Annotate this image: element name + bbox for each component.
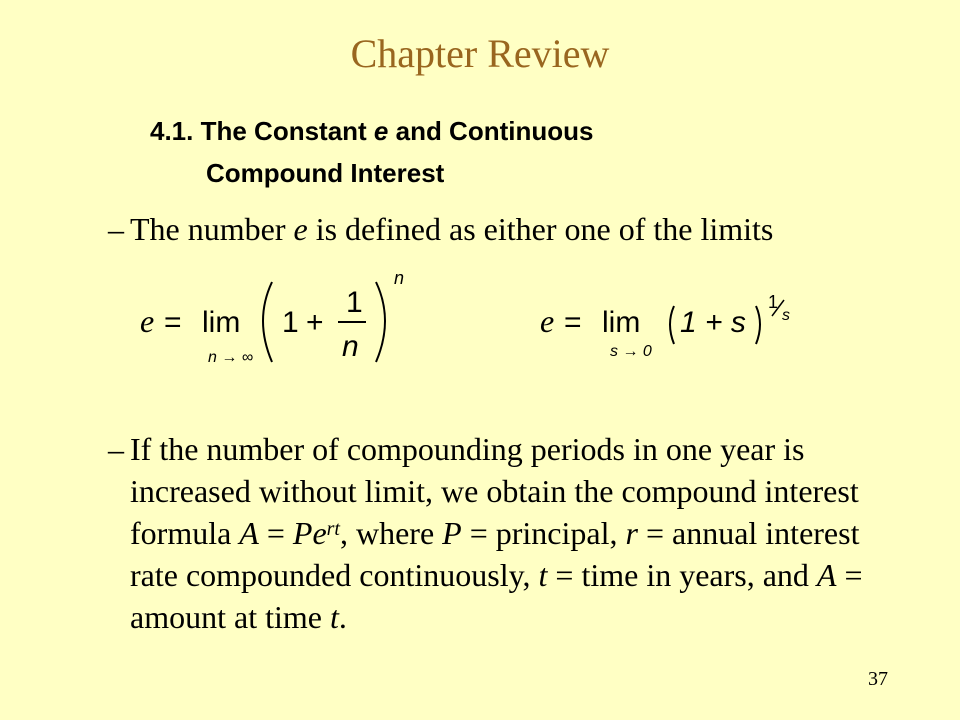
- text-e: e: [293, 211, 308, 247]
- var-A: A: [239, 515, 259, 551]
- bullet-dash: –: [108, 211, 124, 247]
- paren-left: [670, 306, 674, 344]
- paren-right: [756, 306, 760, 344]
- text-run: = annual interest rate compounded continuously,: [130, 515, 860, 593]
- text-run: , where: [339, 515, 443, 551]
- formula-one: 1: [282, 306, 299, 339]
- text-run: .: [338, 599, 347, 635]
- formula-lim: lim: [202, 306, 241, 339]
- text-run: = principal,: [461, 515, 626, 551]
- text-run: = amount at time: [130, 557, 863, 635]
- text-run: The number: [130, 211, 294, 247]
- slide-title: Chapter Review: [350, 31, 610, 76]
- var-P: P: [442, 515, 462, 551]
- formula-limit-s: [540, 262, 840, 374]
- paren-left: [263, 282, 272, 362]
- text-run: = time in years, and: [547, 557, 817, 593]
- text-run: If the number of compounding periods in one year is increased without limit, we obtain the compound interest formula: [130, 431, 859, 551]
- formula-exponent-numerator: 1: [768, 292, 779, 312]
- var-r: r: [625, 515, 638, 551]
- paren-right: [376, 282, 385, 362]
- section-heading-line2: Compound Interest: [206, 158, 445, 188]
- var-t: t: [329, 599, 339, 635]
- text-run: is defined as either one of the limits: [307, 211, 774, 247]
- formula-exponent-denominator: s: [782, 307, 790, 324]
- formula-equals: =: [564, 306, 582, 339]
- formula-plus: +: [306, 306, 324, 339]
- section-heading-line1: [150, 110, 593, 152]
- formula-denominator: n: [342, 330, 359, 363]
- page-number: 37: [868, 668, 888, 690]
- bullet-definition: [108, 208, 878, 250]
- section-heading-suffix: and Continuous: [388, 116, 594, 146]
- formula-lhs-e: e: [540, 303, 555, 339]
- var-A: A: [816, 557, 837, 593]
- bullet-text: [130, 428, 878, 638]
- var-t: t: [538, 557, 548, 593]
- section-heading-e: e: [373, 116, 389, 146]
- formula-lim-subscript: s → 0: [610, 343, 652, 360]
- formula-equals: =: [164, 306, 182, 339]
- text-run: =: [258, 515, 293, 551]
- formula-inner: 1 + s: [680, 306, 746, 339]
- formula-numerator: 1: [346, 286, 363, 319]
- formula-exponent: n: [394, 268, 405, 288]
- var-Pe: Pe: [292, 515, 327, 551]
- formula-limit-n: [140, 262, 420, 374]
- section-heading: [150, 110, 593, 194]
- section-heading-prefix: 4.1. The Constant: [150, 116, 374, 146]
- formula-lim-subscript: n → ∞: [208, 349, 254, 366]
- bullet-continuous-compounding: [108, 428, 878, 638]
- var-rt-exponent: rt: [326, 518, 340, 540]
- bullet-dash: –: [108, 431, 124, 467]
- formula-lhs-e: e: [140, 303, 155, 339]
- formula-lim: lim: [602, 306, 641, 339]
- bullet-text: [130, 208, 878, 250]
